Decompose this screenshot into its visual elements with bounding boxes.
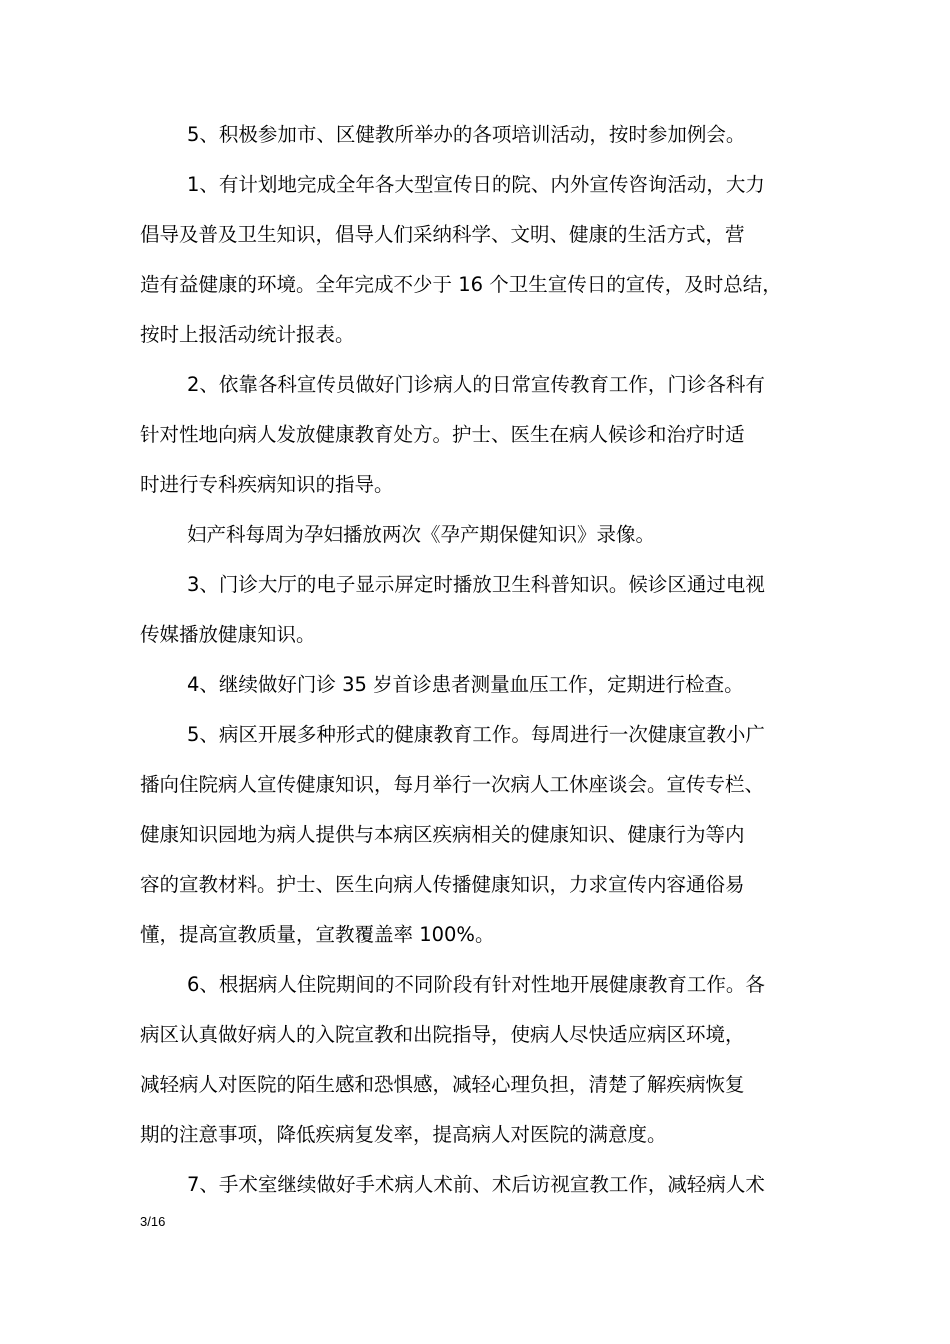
paragraph bbox=[140, 710, 820, 960]
paragraph-line: 6、根据病人住院期间的不同阶段有针对性地开展健康教育工作。各 bbox=[187, 973, 765, 996]
paragraph-line: 5、积极参加市、区健教所举办的各项培训活动，按时参加例会。 bbox=[187, 123, 746, 146]
paragraph-line: 针对性地向病人发放健康教育处方。护士、医生在病人候诊和治疗时适 bbox=[140, 423, 745, 446]
paragraph-line: 5、病区开展多种形式的健康教育工作。每周进行一次健康宣教小广 bbox=[187, 723, 765, 746]
paragraph bbox=[140, 510, 820, 560]
paragraph bbox=[140, 660, 820, 710]
paragraph-line: 播向住院病人宣传健康知识，每月举行一次病人工休座谈会。宣传专栏、 bbox=[140, 773, 765, 796]
paragraph-line: 4、继续做好门诊 35 岁首诊患者测量血压工作，定期进行检查。 bbox=[187, 673, 744, 696]
page-number: 3/16 bbox=[140, 1214, 166, 1229]
paragraph-line: 造有益健康的环境。全年完成不少于 16 个卫生宣传日的宣传，及时总结， bbox=[140, 273, 782, 296]
paragraph-line: 妇产科每周为孕妇播放两次《孕产期保健知识》录像。 bbox=[187, 523, 656, 546]
paragraph bbox=[140, 110, 820, 160]
document-body bbox=[140, 110, 820, 1210]
paragraph bbox=[140, 560, 820, 660]
paragraph-line: 时进行专科疾病知识的指导。 bbox=[140, 473, 394, 496]
paragraph bbox=[140, 1160, 820, 1210]
paragraph-line: 期的注意事项，降低疾病复发率，提高病人对医院的满意度。 bbox=[140, 1123, 667, 1146]
paragraph-line: 按时上报活动统计报表。 bbox=[140, 323, 355, 346]
paragraph-line: 减轻病人对医院的陌生感和恐惧感，减轻心理负担，清楚了解疾病恢复 bbox=[140, 1073, 745, 1096]
paragraph bbox=[140, 360, 820, 510]
paragraph-line: 健康知识园地为病人提供与本病区疾病相关的健康知识、健康行为等内 bbox=[140, 823, 745, 846]
paragraph bbox=[140, 160, 820, 360]
paragraph-line: 3、门诊大厅的电子显示屏定时播放卫生科普知识。候诊区通过电视 bbox=[187, 573, 765, 596]
paragraph-line: 传媒播放健康知识。 bbox=[140, 623, 316, 646]
paragraph-line: 容的宣教材料。护士、医生向病人传播健康知识，力求宣传内容通俗易 bbox=[140, 873, 745, 896]
paragraph-line: 2、依靠各科宣传员做好门诊病人的日常宣传教育工作，门诊各科有 bbox=[187, 373, 765, 396]
paragraph bbox=[140, 960, 820, 1160]
paragraph-line: 1、有计划地完成全年各大型宣传日的院、内外宣传咨询活动，大力 bbox=[187, 173, 765, 196]
paragraph-line: 倡导及普及卫生知识，倡导人们采纳科学、文明、健康的生活方式，营 bbox=[140, 223, 745, 246]
paragraph-line: 病区认真做好病人的入院宣教和出院指导，使病人尽快适应病区环境， bbox=[140, 1023, 745, 1046]
paragraph-line: 7、手术室继续做好手术病人术前、术后访视宣教工作，减轻病人术 bbox=[187, 1173, 765, 1196]
paragraph-line: 懂，提高宣教质量，宣教覆盖率 100%。 bbox=[140, 923, 495, 946]
